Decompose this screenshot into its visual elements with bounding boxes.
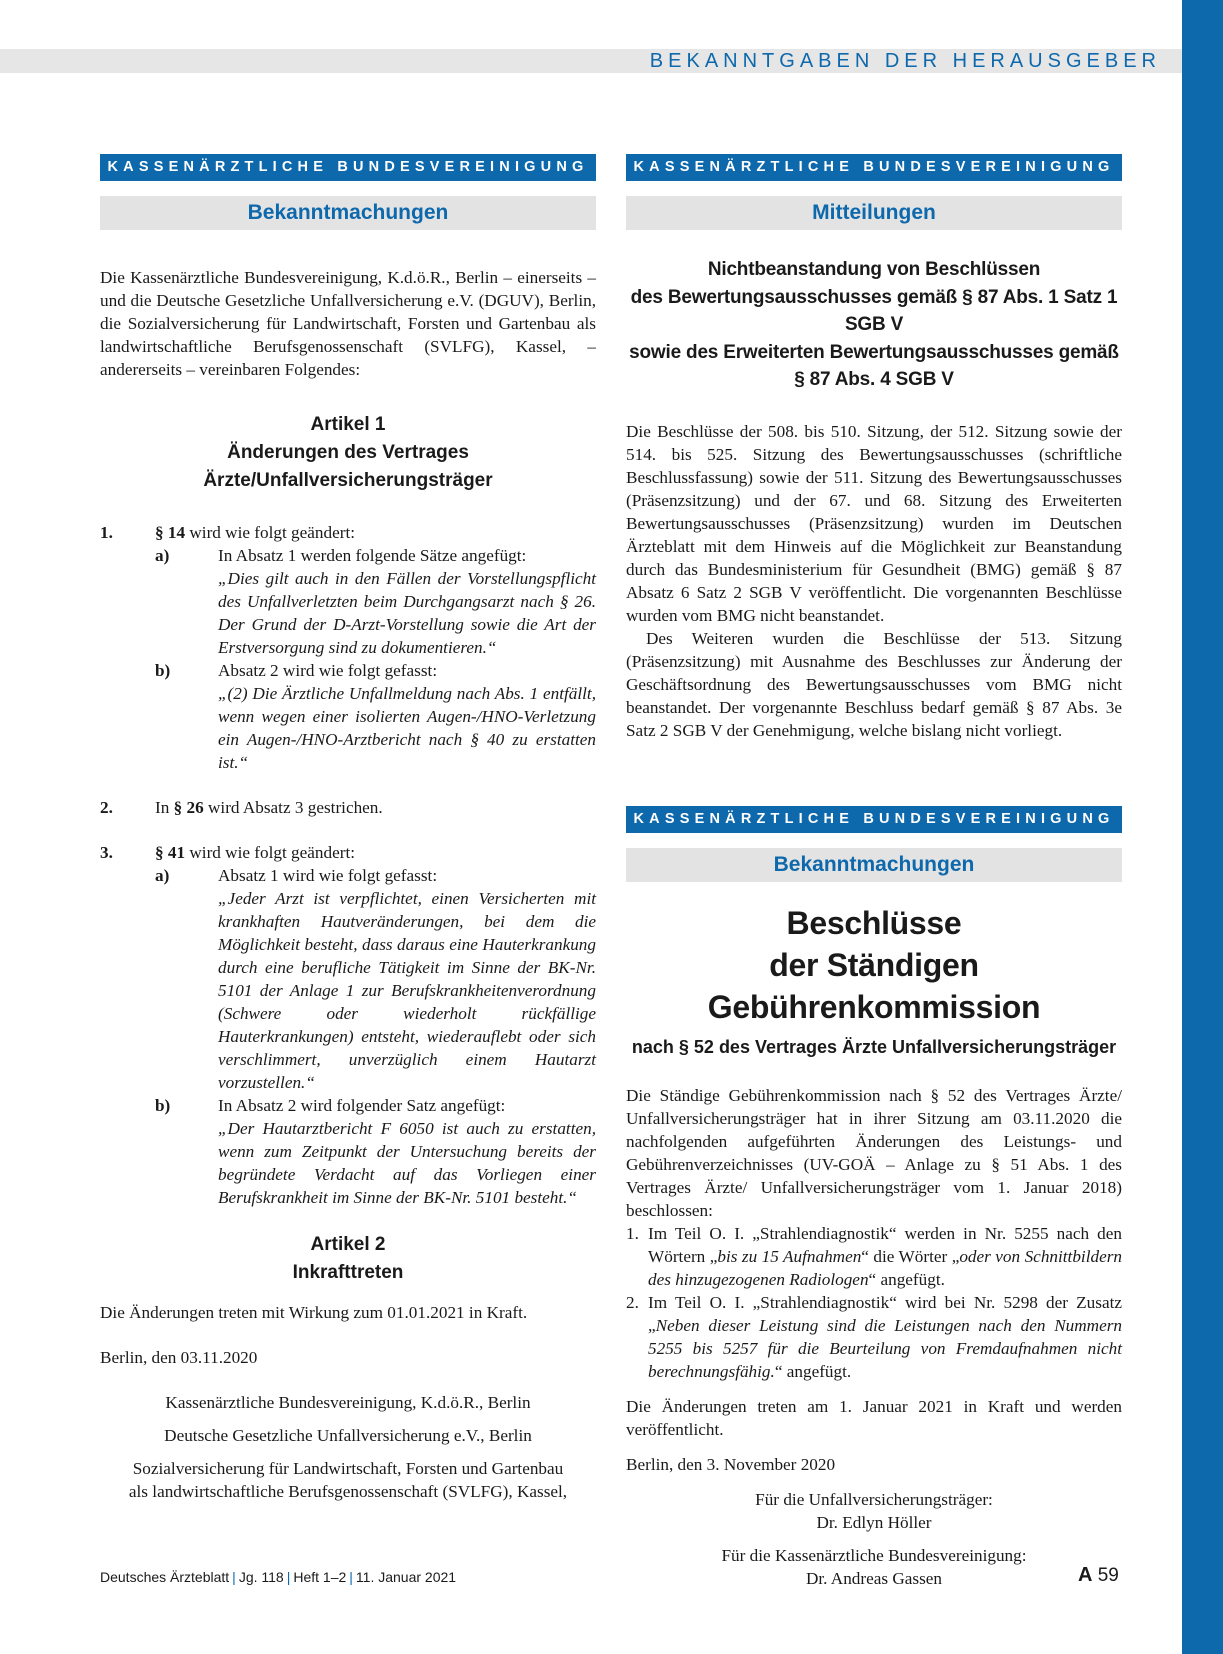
list-item-2: 2. In § 26 wird Absatz 3 gestrichen. (100, 798, 383, 817)
list-item-1: 1. § 14 wird wie folgt geändert: a) In Absatz 1 werden folgende Sätze angefügt: „Dies gilt auch in den Fällen der Vorstellungspflicht des Unfallverletzten beim Durchgangsarzt nach § 26. Der Grund der D-Arzt-Vorstellung sowie die Art der Erstversorgung sind zu dokumentieren.“ b) Absatz 2 wird wie folgt gefasst: „(2) Die Ärztliche Unfallmeldung nach Abs. 1 entfällt, wenn wegen einer isolierten Augen-/HNO-Verletzung ein Augen-/HNO-Arztbericht nach § 40 zu erstatten ist.“ (100, 523, 596, 772)
amendment-list (626, 1222, 1122, 1383)
sub-item-b: b) Absatz 2 wird wie folgt gefasst: „(2) Die Ärztliche Unfallmeldung nach Abs. 1 entfällt, wenn wegen einer isolierten Augen-/HNO-Verletzung ein Augen-/HNO-Arztbericht nach § 40 zu erstatten ist.“ (155, 661, 596, 772)
intro-paragraph: Die Kassenärztliche Bundesvereinigung, K.d.ö.R., Berlin – einerseits – und die Deutsche Gesetzliche Unfallversicherung e.V. (DGUV), Berlin, die Sozialversicherung für Landwirtschaft, Forsten und Gartenbau als landwirtschaftliche Berufsgenossenschaft (SVLFG), Kassel, – andererseits – vereinbaren Folgendes: (100, 268, 596, 379)
body-paragraph: Die Ständige Gebührenkommission nach § 52 des Vertrages Ärzte/ Unfallversicherungsträger hat in ihrer Sitzung am 03.11.2020 die nachfolgenden aufgeführten Änderungen des Leistungs- und Gebührenverzeichnisses (UV-GOÄ – Anlage zu § 51 Abs. 1 des Vertrages Ärzte/ Unfallversicherungsträger vom 1. Januar 2018) beschlossen: (626, 1085, 1122, 1220)
sub-item-a: a) In Absatz 1 werden folgende Sätze angefügt: „Dies gilt auch in den Fällen der Vorstellungspflicht des Unfallverletzten beim Durchgangsarzt nach § 26. Der Grund der D-Arzt-Vorstellung sowie die Art der Erstversorgung sind zu dokumentieren.“ (155, 546, 596, 657)
signatory: Kassenärztliche Bundesvereinigung, K.d.ö.R., Berlin (165, 1393, 531, 1412)
article-2-heading: Artikel 2 Inkrafttreten (292, 1234, 404, 1283)
list-item: 1. Im Teil O. I. „Strahlendiagnostik“ werden in Nr. 5255 nach den Wörtern „bis zu 15 Aufnahmen“ die Wörter „oder von Schnittbildern des hinzugezogenen Radiologen“ angefügt. (626, 1223, 1122, 1289)
signatory: Für die Unfallversicherungsträger: Dr. Edlyn Höller (755, 1489, 993, 1532)
volume: Jg. 118 (238, 1569, 284, 1585)
place-date: Berlin, den 03.11.2020 (100, 1348, 258, 1367)
quote-text: „Der Hautarztbericht F 6050 ist auch zu erstatten, wenn zum Zeitpunkt der Untersuchung bereits der begründete Verdacht auf das Vorliegen einer Berufskrankheit im Sinne der BK-Nr. 5101 besteht.“ (218, 1119, 596, 1207)
signatory: Sozialversicherung für Landwirtschaft, Forsten und Gartenbau als landwirtschaftliche Berufsgenossenschaft (SVLFG), Kassel, (128, 1459, 568, 1501)
article-1-heading: Artikel 1 Änderungen des Vertrages Ärzte/Unfallversicherungsträger (203, 414, 493, 491)
section-title: Bekanntmachungen (626, 848, 1122, 882)
journal-name: Deutsches Ärzteblatt (100, 1569, 230, 1585)
list-item-3: 3. § 41 wird wie folgt geändert: a) Absatz 1 wird wie folgt gefasst: „Jeder Arzt ist verpflichtet, einen Versicherten mit krankhaften Hautveränderungen, bei dem die Möglichkeit besteht, dass daraus eine Hauterkrankung durch eine berufliche Tätigkeit im Sinne der BK-Nr. 5101 der Anlage 1 zur Berufskrankheitenverordnung (Schwere oder wiederholt rückfällige Hauterkrankungen) entsteht, wiederauflebt oder sich verschlimmert, unverzüglich einem Hautarzt vorzustellen.“ b) In Absatz 2 wird folgender Satz angefügt: „Der Hautarztbericht F 6050 ist auch zu erstatten, wenn zum Zeitpunkt der Untersuchung bereits der begründete Verdacht auf das Vorliegen einer Berufskrankheit im Sinne der BK-Nr. 5101 besteht.“ (100, 843, 596, 1207)
sub-item-a: a) Absatz 1 wird wie folgt gefasst: „Jeder Arzt ist verpflichtet, einen Versicherten mit krankhaften Hautveränderungen, bei dem die Möglichkeit besteht, dass daraus eine Hauterkrankung durch eine berufliche Tätigkeit im Sinne der BK-Nr. 5101 der Anlage 1 zur Berufskrankheitenverordnung (Schwere oder wiederholt rückfällige Hauterkrankungen) entsteht, wiederauflebt oder sich verschlimmert, unverzüglich einem Hautarzt vorzustellen.“ (155, 866, 596, 1092)
body-paragraph: Die Beschlüsse der 508. bis 510. Sitzung, der 512. Sitzung sowie der 514. bis 525. Sitzung des Bewertungsausschusses (schriftliche Beschlussfassung) sowie der 511. Sitzung des Bewertungsausschusses (Präsenzsitzung) und der 67. und 68. Sitzung des Erweiterten Bewertungsausschusses (Präsenzsitzung) wurden im Deutschen Ärzteblatt mit dem Hinweis auf die Möglichkeit zur Beanstandung durch das Bundesministerium für Gesundheit (BMG) gemäß § 87 Absatz 6 Satz 2 SGB V veröffentlicht. Die vorgenannten Beschlüsse wurden vom BMG nicht beanstandet. (626, 421, 1122, 625)
section-header: BEKANNTGABEN DER HERAUSGEBER (649, 50, 1161, 72)
issue-date: 11. Januar 2021 (355, 1569, 457, 1585)
separator: | (232, 1569, 236, 1585)
org-bar: KASSENÄRZTLICHE BUNDESVEREINIGUNG (626, 806, 1122, 833)
effective-date-text: Die Änderungen treten mit Wirkung zum 01.01.2021 in Kraft. (100, 1303, 528, 1322)
org-bar: KASSENÄRZTLICHE BUNDESVEREINIGUNG (100, 154, 596, 181)
left-column (100, 154, 596, 1503)
effective-date-text: Die Änderungen treten am 1. Januar 2021 in Kraft und werden veröffentlicht. (626, 1396, 1122, 1439)
place-date: Berlin, den 3. November 2020 (626, 1454, 836, 1474)
decision-title: Beschlüsse der Ständigen Gebührenkommission (707, 904, 1041, 1025)
page-number: A 59 (1078, 1564, 1119, 1586)
right-column (626, 154, 1122, 1590)
section-title: Mitteilungen (626, 196, 1122, 230)
side-color-bar (1182, 0, 1223, 1654)
separator: | (286, 1569, 291, 1585)
page-footer (100, 1569, 456, 1585)
list-item: 2. Im Teil O. I. „Strahlendiagnostik“ wird bei Nr. 5298 der Zusatz „Neben dieser Leistung sind die Leistungen nach den Nummern 5255 bis 5257 für die Beurteilung von Fremdaufnahmen nicht berechnungsfähig.“ angefügt. (626, 1292, 1122, 1381)
section-title: Bekanntmachungen (100, 196, 596, 230)
quote-text: „Jeder Arzt ist verpflichtet, einen Versicherten mit krankhaften Hautveränderungen, bei dem die Möglichkeit besteht, dass daraus eine Hauterkrankung durch eine berufliche Tätigkeit im Sinne der BK-Nr. 5101 der Anlage 1 zur Berufskrankheitenverordnung (Schwere oder wiederholt rückfällige Hauterkrankungen) entsteht, wiederauflebt oder sich verschlimmert, unverzüglich einem Hautarzt vorzustellen.“ (218, 889, 596, 1092)
notice-heading: Nichtbeanstandung von Beschlüssen des Bewertungsausschusses gemäß § 87 Abs. 1 Satz 1 SGB V sowie des Erweiterten Bewertungsausschusses gemäß § 87 Abs. 4 SGB V (629, 259, 1119, 390)
body-paragraph: Des Weiteren wurden die Beschlüsse der 513. Sitzung (Präsenzsitzung) mit Ausnahme des Beschlusses zur Änderung der Geschäftsordnung des Bewertungsausschusses vom BMG nicht beanstandet. Der vorgenannte Beschluss bedarf gemäß § 87 Abs. 3e Satz 2 SGB V der Genehmigung, welche bislang nicht vorliegt. (626, 628, 1122, 740)
quote-text: „Dies gilt auch in den Fällen der Vorstellungspflicht des Unfallverletzten beim Durchgangsarzt nach § 26. Der Grund der D-Arzt-Vorstellung sowie die Art der Erstversorgung sind zu dokumentieren.“ (218, 569, 596, 657)
issue: Heft 1–2 (293, 1569, 347, 1585)
decision-subtitle: nach § 52 des Vertrages Ärzte Unfallversicherungsträger (631, 1036, 1117, 1057)
separator: | (349, 1569, 353, 1585)
quote-text: „(2) Die Ärztliche Unfallmeldung nach Abs. 1 entfällt, wenn wegen einer isolierten Augen-/HNO-Verletzung ein Augen-/HNO-Arztbericht nach § 40 zu erstatten ist.“ (218, 684, 596, 772)
sub-item-b: b) In Absatz 2 wird folgender Satz angefügt: „Der Hautarztbericht F 6050 ist auch zu erstatten, wenn zum Zeitpunkt der Untersuchung bereits der begründete Verdacht auf das Vorliegen einer Berufskrankheit im Sinne der BK-Nr. 5101 besteht.“ (155, 1096, 596, 1207)
signatory: Für die Kassenärztliche Bundesvereinigung: Dr. Andreas Gassen (721, 1545, 1027, 1588)
signatory: Deutsche Gesetzliche Unfallversicherung e.V., Berlin (164, 1426, 532, 1445)
org-bar: KASSENÄRZTLICHE BUNDESVEREINIGUNG (626, 154, 1122, 181)
